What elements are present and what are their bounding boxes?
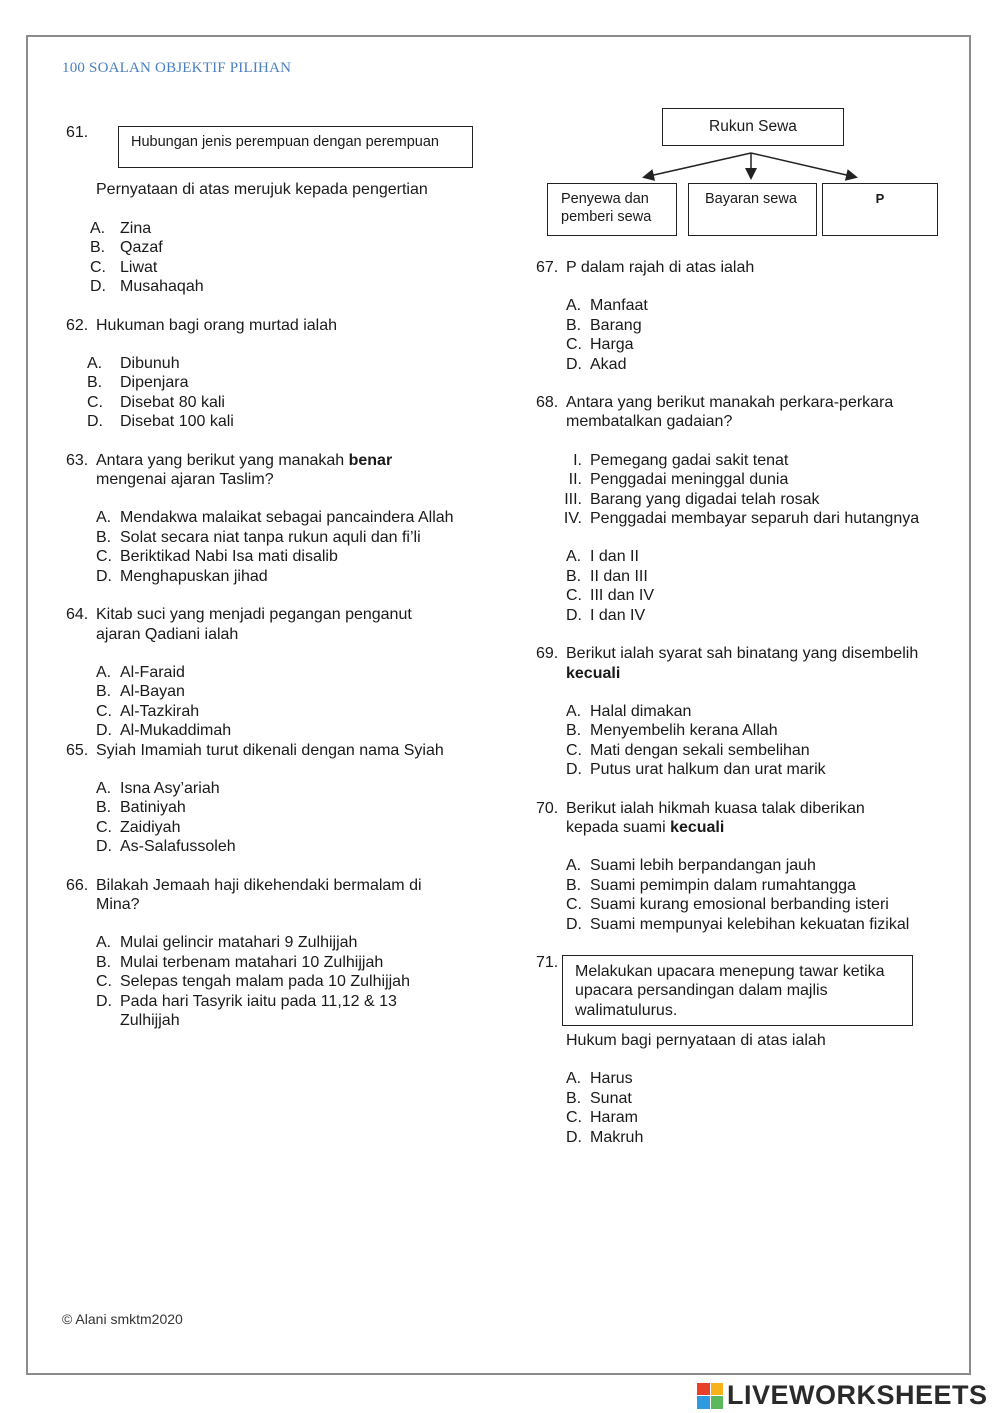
option[interactable]: C. Haram bbox=[566, 1109, 639, 1127]
option[interactable]: D. Makruh bbox=[566, 1128, 644, 1146]
q71-statement-box: Melakukan upacara menepung tawar ketika upacara persandingan dalam majlis walimatulurus. bbox=[562, 955, 913, 1026]
option[interactable]: D. Musahaqah bbox=[90, 278, 204, 296]
q67: 67. P dalam rajah di atas ialah bbox=[536, 259, 755, 276]
q65-options bbox=[96, 779, 486, 857]
q64: 64. Kitab suci yang menjadi pegangan penganut ajaran Qadiani ialah bbox=[66, 606, 412, 643]
q66: 66. Bilakah Jemaah haji dikehendaki bermalam di Mina? bbox=[66, 876, 422, 913]
q71-number: 71. bbox=[536, 954, 559, 971]
q71-stem: Hukum bagi pernyataan di atas ialah bbox=[566, 1032, 826, 1049]
option[interactable]: B. II dan III bbox=[566, 567, 648, 585]
option[interactable]: A. Harus bbox=[566, 1070, 633, 1088]
q71-options bbox=[566, 1069, 946, 1147]
q63-options bbox=[96, 508, 486, 586]
liveworksheets-brand[interactable] bbox=[697, 1380, 988, 1411]
footer-copyright: © Alani smktm2020 bbox=[62, 1311, 183, 1327]
option[interactable]: B. Menyembelih kerana Allah bbox=[566, 722, 778, 740]
q68: 68. Antara yang berikut manakah perkara-perkara membatalkan gadaian? bbox=[536, 394, 894, 431]
diagram-box-bayaran: Bayaran sewa bbox=[688, 183, 817, 236]
option[interactable]: C. Al-Tazkirah bbox=[96, 702, 200, 720]
q65: 65. Syiah Imamiah turut dikenali dengan nama Syiah bbox=[66, 741, 444, 759]
option[interactable]: D. As-Salafussoleh bbox=[96, 838, 236, 856]
option[interactable]: A. I dan II bbox=[566, 548, 639, 566]
statement: III. Barang yang digadai telah rosak bbox=[564, 490, 820, 508]
option[interactable]: D. I dan IV bbox=[566, 606, 646, 624]
statement: I. Pemegang gadai sakit tenat bbox=[573, 451, 789, 469]
option[interactable]: A. Mendakwa malaikat sebagai pancaindera Allah bbox=[96, 509, 454, 527]
option[interactable]: D. Al-Mukaddimah bbox=[96, 722, 232, 740]
q69: 69. Berikut ialah syarat sah binatang yang disembelih kecuali bbox=[536, 645, 919, 682]
option[interactable]: B. Barang bbox=[566, 316, 642, 334]
option[interactable]: C. Disebat 80 kali bbox=[87, 393, 225, 411]
brand-text: LIVEWORKSHEETS bbox=[727, 1380, 988, 1410]
q61-options bbox=[90, 219, 486, 297]
option[interactable]: A. Mulai gelincir matahari 9 Zulhijjah bbox=[96, 934, 358, 952]
option[interactable]: D. Suami mempunyai kelebihan kekuatan fizikal bbox=[566, 915, 910, 933]
rukun-sewa-diagram bbox=[540, 105, 950, 245]
option[interactable]: C. Selepas tengah malam pada 10 Zulhijjah bbox=[96, 973, 410, 991]
diagram-top-box: Rukun Sewa bbox=[662, 108, 844, 146]
option[interactable]: B. Solat secara niat tanpa rukun aquli dan fi’li bbox=[96, 528, 421, 546]
option[interactable]: C. Zaidiyah bbox=[96, 818, 181, 836]
option[interactable]: D. Disebat 100 kali bbox=[87, 413, 234, 431]
option[interactable]: B. Mulai terbenam matahari 10 Zulhijjah bbox=[96, 953, 384, 971]
q70-options bbox=[566, 856, 956, 934]
option[interactable]: B. Batiniyah bbox=[96, 799, 186, 817]
option[interactable]: C. III dan IV bbox=[566, 587, 655, 605]
q61-statement-box: Hubungan jenis perempuan dengan perempuan bbox=[118, 126, 473, 168]
option[interactable]: B. Qazaf bbox=[90, 239, 163, 257]
left-column bbox=[66, 120, 486, 1049]
option[interactable]: A. Dibunuh bbox=[87, 355, 180, 373]
option[interactable]: C. Mati dengan sekali sembelihan bbox=[566, 741, 810, 759]
option[interactable]: C. Suami kurang emosional berbanding isteri bbox=[566, 896, 889, 914]
option[interactable]: A. Halal dimakan bbox=[566, 702, 692, 720]
option[interactable]: B. Suami pemimpin dalam rumahtangga bbox=[566, 876, 856, 894]
q61-stem: Pernyataan di atas merujuk kepada pengertian bbox=[96, 181, 428, 198]
option[interactable]: C. Liwat bbox=[90, 258, 158, 276]
q67-options bbox=[566, 296, 956, 374]
option[interactable]: A. Suami lebih berpandangan jauh bbox=[566, 857, 816, 875]
option[interactable]: A. Al-Faraid bbox=[96, 663, 185, 681]
q62: 62. Hukuman bagi orang murtad ialah bbox=[66, 316, 338, 334]
page-header: 100 SOALAN OBJEKTIF PILIHAN bbox=[62, 60, 292, 76]
option[interactable]: C. Harga bbox=[566, 336, 634, 354]
q68-options bbox=[566, 547, 956, 625]
q61-number: 61. bbox=[66, 124, 89, 141]
q69-options bbox=[566, 702, 956, 780]
option[interactable]: D. Putus urat halkum dan urat marik bbox=[566, 761, 826, 779]
q63: 63. Antara yang berikut yang manakah benar mengenai ajaran Taslim? bbox=[66, 451, 393, 489]
statement: IV. Penggadai membayar separuh dari hutangnya bbox=[563, 510, 920, 528]
option[interactable]: D. Akad bbox=[566, 355, 627, 373]
option[interactable]: A. Isna Asy’ariah bbox=[96, 779, 220, 797]
option[interactable]: B. Dipenjara bbox=[87, 374, 189, 392]
option[interactable]: A. Manfaat bbox=[566, 297, 648, 315]
option[interactable]: A. Zina bbox=[90, 220, 152, 237]
statement: II. Penggadai meninggal dunia bbox=[568, 471, 789, 489]
option[interactable]: D. Menghapuskan jihad bbox=[96, 567, 268, 585]
diagram-box-penyewa: Penyewa dan pemberi sewa bbox=[547, 183, 677, 236]
q64-options bbox=[96, 663, 486, 741]
liveworksheets-logo-icon bbox=[697, 1383, 723, 1409]
option[interactable]: B. Al-Bayan bbox=[96, 683, 185, 701]
option[interactable]: C. Beriktikad Nabi Isa mati disalib bbox=[96, 548, 338, 566]
right-column bbox=[536, 258, 956, 953]
q62-options bbox=[87, 354, 486, 432]
option[interactable]: B. Sunat bbox=[566, 1089, 632, 1107]
option[interactable]: D. Pada hari Tasyrik iaitu pada 11,12 & 13 Zulhijjah bbox=[96, 992, 397, 1029]
q68-statements bbox=[557, 451, 956, 529]
q71-body bbox=[566, 1031, 946, 1166]
diagram-box-p: P bbox=[822, 183, 938, 236]
q66-options bbox=[96, 933, 486, 1030]
q70: 70. Berikut ialah hikmah kuasa talak diberikan kepada suami kecuali bbox=[536, 799, 865, 836]
